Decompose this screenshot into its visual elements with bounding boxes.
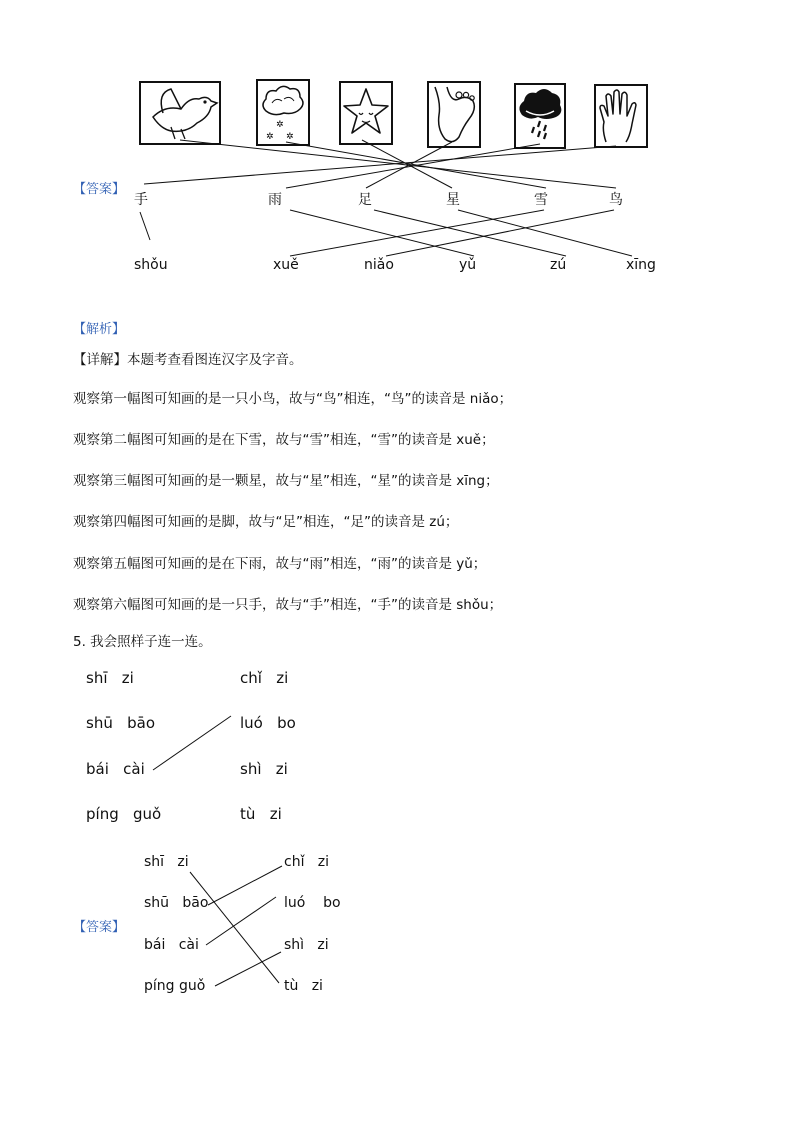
hanzi-zu: 足 (358, 192, 372, 208)
question-5-title: 5. 我会照样子连一连。 (73, 634, 212, 650)
hanzi-yu: 雨 (268, 192, 282, 208)
hanzi-xue: 雪 (534, 192, 548, 208)
svg-text:✲: ✲ (276, 120, 284, 130)
link-shizi-tuzi (190, 872, 279, 983)
q5-answer-right-item: luó bo (284, 895, 341, 911)
detail-label: 【详解】 (73, 352, 127, 368)
analysis-label: 【解析】 (73, 322, 126, 337)
pinyin-xue: xuě (273, 257, 299, 273)
analysis-line: 观察第五幅图可知画的是在下雨，故与“雨”相连，“雨”的读音是 yǔ； (73, 556, 487, 572)
svg-text:✲: ✲ (266, 132, 274, 142)
analysis-line: 观察第四幅图可知画的是脚，故与“足”相连，“足”的读音是 zú； (73, 514, 459, 530)
link-baicai-luobo (206, 897, 276, 945)
link-shubao-chizi (208, 866, 282, 905)
pinyin-zu: zú (550, 257, 567, 273)
hanzi-niao: 鸟 (609, 192, 623, 208)
q5-answer-left-item: shū bāo (144, 895, 209, 911)
analysis-line: 观察第六幅图可知画的是一只手，故与“手”相连，“手”的读音是 shǒu； (73, 597, 503, 613)
detail-text: 本题考查看图连汉字及字音。 (127, 352, 303, 368)
q5-answer-label: 【答案】 (73, 920, 126, 935)
hanzi-shou: 手 (134, 192, 148, 208)
q5-answer-left-item: shī zi (144, 854, 189, 870)
link-pingguo-shizi (215, 952, 281, 986)
pinyin-niao: niǎo (364, 257, 394, 273)
q5-answer-left-item: píng guǒ (144, 978, 206, 994)
q5-right-item: shì zi (240, 760, 288, 778)
q5-left-item: bái cài (86, 760, 145, 778)
q5-answer-left-item: bái cài (144, 937, 199, 953)
analysis-line: 观察第一幅图可知画的是一只小鸟，故与“鸟”相连，“鸟”的读音是 niǎo； (73, 391, 513, 407)
q5-left-item: shū bāo (86, 714, 156, 732)
q5-answer-right-item: shì zi (284, 937, 329, 953)
analysis-line: 观察第三幅图可知画的是一颗星，故与“星”相连，“星”的读音是 xīng； (73, 473, 499, 489)
q5-right-item: luó bo (240, 714, 296, 732)
q5-left-item: píng guǒ (86, 805, 162, 823)
q5-left-item: shī zi (86, 669, 134, 687)
svg-text:✲: ✲ (286, 132, 294, 142)
analysis-line: 观察第二幅图可知画的是在下雪，故与“雪”相连，“雪”的读音是 xuě； (73, 432, 495, 448)
answer-label: 【答案】 (73, 182, 126, 197)
q5-answer-right-item: tù zi (284, 978, 323, 994)
q5-right-item: tù zi (240, 805, 282, 823)
pinyin-shou: shǒu (134, 257, 168, 273)
hanzi-xing: 星 (446, 192, 460, 208)
q5-answer-right-item: chǐ zi (284, 854, 330, 870)
pinyin-yu: yǔ (459, 257, 477, 273)
pinyin-xing: xīng (626, 257, 656, 273)
q5-right-item: chǐ zi (240, 669, 289, 687)
